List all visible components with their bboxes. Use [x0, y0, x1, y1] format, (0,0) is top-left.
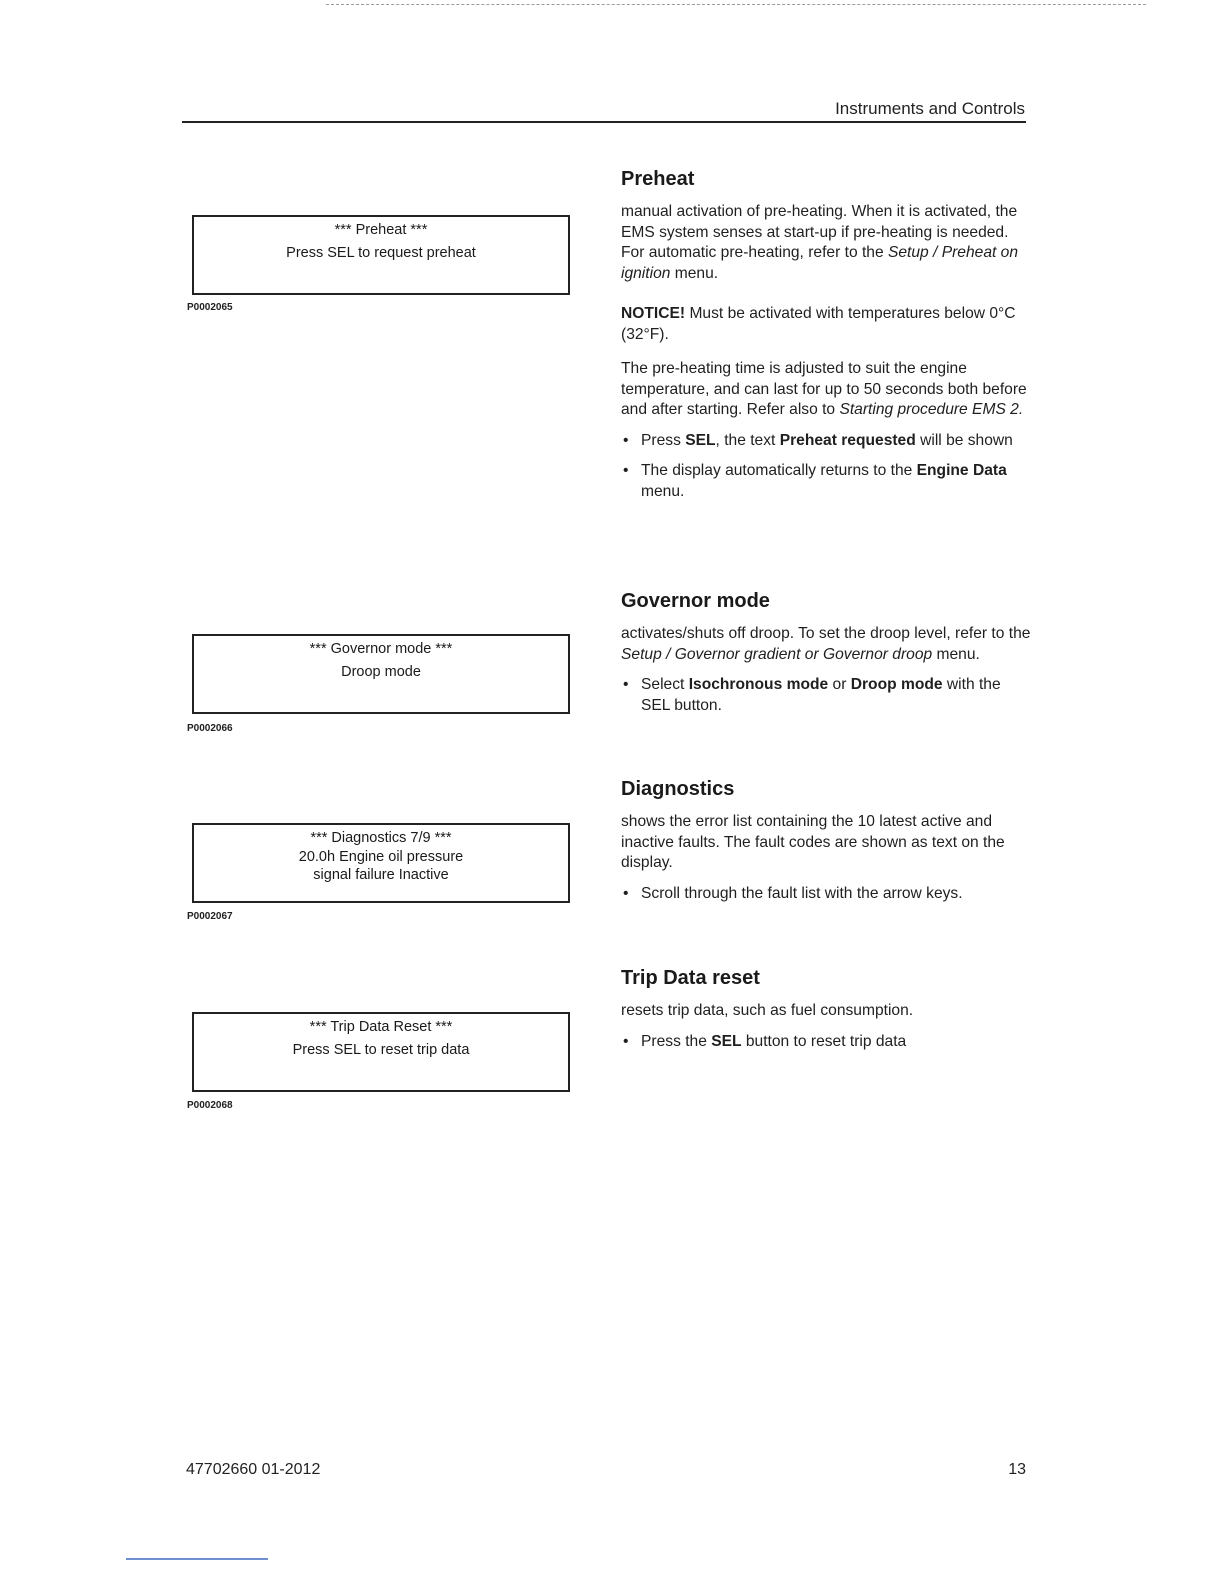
section-heading-diagnostics: Diagnostics: [621, 778, 735, 800]
display-preheat: [192, 215, 570, 295]
paragraph: shows the error list containing the 10 latest active and inactive faults. The fault codes are shown as text on the display.: [621, 813, 1005, 871]
section-body-trip-data-reset: [621, 1001, 1031, 1052]
bullet-list: [621, 431, 1031, 503]
section-heading-governor-mode: Governor mode: [621, 590, 770, 612]
section-body-governor-mode: [621, 624, 1031, 716]
figure-id: P0002066: [187, 723, 233, 734]
footer-document-number: 47702660 01-2012: [186, 1461, 321, 1478]
running-header-title: Instruments and Controls: [835, 99, 1025, 118]
paragraph: manual activation of pre-heating. When it is activated, the EMS system senses at start-up if pre-heating is needed. For automatic pre-heating, refer to the Setup / Preheat on ignition menu.: [621, 203, 1019, 282]
paragraph: The pre-heating time is adjusted to suit the engine temperature, and can last for up to 50 seconds both before and after starting. Refer also to Starting procedure EMS 2.: [621, 360, 1027, 418]
notice-paragraph: NOTICE! Must be activated with temperatures below 0°C (32°F).: [621, 305, 1016, 343]
scan-artifact-underline: [126, 1558, 268, 1560]
section-heading-preheat: Preheat: [621, 168, 695, 190]
display-line: Press SEL to request preheat: [286, 245, 476, 261]
display-line: Droop mode: [341, 664, 421, 680]
display-line: *** Preheat ***: [334, 222, 428, 238]
display-line: signal failure Inactive: [313, 867, 449, 883]
paragraph: resets trip data, such as fuel consumption.: [621, 1002, 914, 1019]
list-item: • Scroll through the fault list with the arrow keys.: [621, 884, 1031, 905]
figure-id: P0002067: [187, 911, 233, 922]
display-line: *** Trip Data Reset ***: [309, 1019, 453, 1035]
footer-page-number: 13: [1008, 1461, 1026, 1478]
list-item: • Press the SEL button to reset trip data: [621, 1032, 1031, 1053]
list-item: • Select Isochronous mode or Droop mode with the SEL button.: [621, 675, 1031, 716]
display-line: 20.0h Engine oil pressure: [298, 849, 464, 865]
notice-label: NOTICE!: [621, 305, 686, 322]
paragraph: activates/shuts off droop. To set the droop level, refer to the Setup / Governor gradient or Governor droop menu.: [621, 625, 1031, 663]
list-item: • Press SEL, the text Preheat requested will be shown: [621, 431, 1031, 452]
bullet-list: [621, 675, 1031, 716]
display-trip-data-reset: [192, 1012, 570, 1092]
section-body-preheat: [621, 202, 1031, 502]
display-line: *** Diagnostics 7/9 ***: [310, 830, 452, 846]
header-rule: [182, 121, 1026, 123]
display-line: Press SEL to reset trip data: [292, 1042, 470, 1058]
bullet-list: [621, 884, 1031, 905]
scan-artifact-line: [326, 4, 1146, 5]
display-line: *** Governor mode ***: [309, 641, 453, 657]
bullet-list: [621, 1032, 1031, 1053]
figure-id: P0002068: [187, 1100, 233, 1111]
section-body-diagnostics: [621, 812, 1031, 904]
section-heading-trip-data-reset: Trip Data reset: [621, 967, 760, 989]
list-item: • The display automatically returns to the Engine Data menu.: [621, 461, 1031, 502]
figure-id: P0002065: [187, 302, 233, 313]
display-diagnostics: [192, 823, 570, 903]
display-governor-mode: [192, 634, 570, 714]
